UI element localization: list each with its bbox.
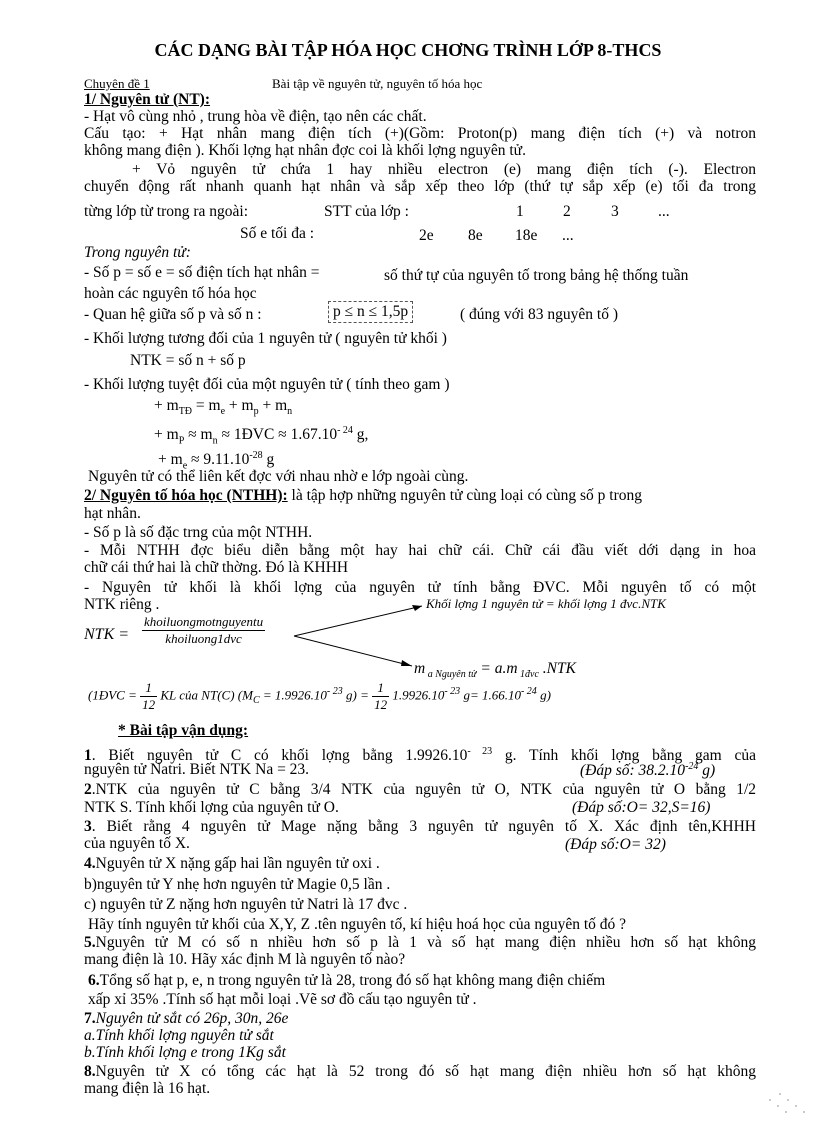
exercises-heading: * Bài tập vận dụng: xyxy=(118,722,249,739)
exercise-3-cont: của nguyên tố X. xyxy=(84,835,190,852)
topic-title: Bài tập về nguyên tử, nguyên tố hóa học xyxy=(272,76,483,91)
element-symbol-rule: - Mỗi NTHH đợc biểu diễn bằng một hay hai chữ cái. Chữ cái đầu viết dới dạng in hoa xyxy=(84,542,756,559)
atomic-number-text: số thứ tự của nguyên tố trong bảng hệ thống tuần xyxy=(384,267,689,284)
exercise-6-cont: xấp xỉ 35% .Tính số hạt mỗi loại .Vẽ sơ đồ cấu tạo nguyên tử . xyxy=(88,991,477,1008)
document-title: CÁC DẠNG BÀI TẬP HÓA HỌC CHƠNG TRÌNH LỚP 8-THCS xyxy=(154,40,662,60)
ntk-formula: NTK = số n + số p xyxy=(130,352,246,369)
exercise-1-answer: (Đáp số: $38.2.10^{-24}$ g) xyxy=(580,761,716,780)
atom-definition: - Hạt vô cùng nhỏ , trung hòa về điện, tạo nên các chất. xyxy=(84,108,427,125)
exercise-7b: b.Tính khối lợng e trong 1Kg sắt xyxy=(84,1044,286,1061)
exercise-7a: a.Tính khối lợng nguyên tử sắt xyxy=(84,1027,274,1044)
ntk-fraction-numerator: khoiluongmotnguyentu xyxy=(144,614,264,629)
section-element-line: 2/ Nguyên tố hóa học (NTHH): là tập hợp những nguyên tử cùng loại có cùng số p trong xyxy=(84,487,642,504)
exercise-6: 6.Tổng số hạt p, e, n trong nguyên tử là 28, trong đó số hạt không mang điện chiếm xyxy=(88,972,606,989)
exercise-4: 4.Nguyên tử X nặng gấp hai lần nguyên tử oxi . xyxy=(84,855,380,872)
topic-label: Chuyên đề 1 xyxy=(84,76,150,91)
mass-formula-total: + $m_{TĐ} = m_e + m_p + m_n$ xyxy=(154,397,293,418)
max-electron-count: 8e xyxy=(468,227,483,244)
exercise-7: 7.Nguyên tử sắt có 26p, 30n, 26e xyxy=(84,1010,289,1027)
exercise-4-question: Hãy tính nguyên tử khối của X,Y, Z .tên nguyên tố, kí hiệu hoá học của nguyên tố đó ? xyxy=(88,916,627,933)
within-atom-heading: Trong nguyên tử: xyxy=(84,244,191,261)
shell-number: ... xyxy=(658,203,670,220)
periodic-table-text: hoàn các nguyên tố hóa học xyxy=(84,285,257,302)
shell-number: 1 xyxy=(516,203,524,220)
page-edge-dots xyxy=(740,1090,810,1120)
exercise-5: 5.Nguyên tử M có số n nhiều hơn số p là 1 và số hạt mang điện nhiều hơn số hạt không xyxy=(84,934,756,951)
relative-mass-text: - Khối lượng tương đối của 1 nguyên tử ( nguyên tử khối ) xyxy=(84,330,447,347)
arrow-down-head xyxy=(401,660,412,666)
exercise-4b: b)nguyên tử Y nhẹ hơn nguyên tử Magie 0,5 lần . xyxy=(84,876,391,893)
ntk-fraction-denominator: khoiluong1dvc xyxy=(165,631,242,646)
electron-shell-line: chuyển động rất nhanh quanh hạt nhân và sắp xếp theo lớp (thứ tự sắp xếp (e) tối đa trong xyxy=(84,178,756,195)
arrow-top-formula: Khối lợng 1 nguyên tử = khối lợng 1 đvc.NTK xyxy=(426,596,666,611)
mass-formula-proton: + $m_P \approx m_n$ ≈ 1ĐVC ≈ $1.67.10^{- 24}$ g, xyxy=(154,425,369,447)
max-electron-count: 18e xyxy=(515,227,538,244)
exercise-2-answer: (Đáp số:O= 32,S=16) xyxy=(572,799,711,816)
max-electron-count: 2e xyxy=(419,227,434,244)
atom-structure-line: không mang điện ). Khối lợng hạt nhân đợc coi là khối lợng nguyên tử. xyxy=(84,142,526,159)
shell-number-label: STT của lớp : xyxy=(324,203,409,220)
electron-shell-line: + Vỏ nguyên tử chứa 1 hay nhiều electron (e) mang điện tích (-). Electron xyxy=(132,161,756,178)
proton-electron-equality: - Số p = số e = số điện tích hạt nhân = xyxy=(84,264,320,281)
arrow-bottom-formula: m $_{a Nguyên tử}$ = a.m $_{1đvc}$ .NTK xyxy=(414,660,576,681)
bonding-note: Nguyên tử có thể liên kết đợc với nhau nhờ e lớp ngoài cùng. xyxy=(88,468,469,485)
absolute-mass-text: - Khối lượng tuyệt đối của một nguyên tử ( tính theo gam ) xyxy=(84,376,450,393)
exercise-5-cont: mang điện là 10. Hãy xác định M là nguyên tố nào? xyxy=(84,951,406,968)
shell-number: 3 xyxy=(611,203,619,220)
pn-relation-note: ( đúng với 83 nguyên tố ) xyxy=(460,306,619,323)
branch-arrows xyxy=(290,600,430,670)
element-def-cont: hạt nhân. xyxy=(84,505,141,522)
ntk-fraction-lhs: NTK = xyxy=(84,626,130,643)
mass-formula-electron: + $m_e \approx 9.11.10^{-28}$ g xyxy=(158,450,275,472)
exercise-2: 2.NTK của nguyên tử C bằng 3/4 NTK của nguyên tử O, NTK của nguyên tử O bằng 1/2 xyxy=(84,781,756,798)
ntk-definition: NTK riêng . xyxy=(84,596,160,613)
exercise-3-answer: (Đáp số:O= 32) xyxy=(565,836,666,853)
exercise-2-cont: NTK S. Tính khối lợng của nguyên tử O. xyxy=(84,799,339,816)
exercise-4c: c) nguyên tử Z nặng hơn nguyên tử Natri là 17 đvc . xyxy=(84,896,408,913)
exercise-8-cont: mang điện là 16 hạt. xyxy=(84,1080,211,1097)
dvc-definition: (1ĐVC = $\frac{1}{12}$ KL của NT(C) ($M_C = 1.9926.10^{- 23}$ g) = $\frac{1}{12}$ $1.9926.10^{- 23}$ $g= 1.66.10^{- 24}$ g) xyxy=(88,680,551,712)
arrow-down-line xyxy=(294,636,412,666)
max-electron-count: ... xyxy=(562,227,574,244)
atom-structure-line: Cấu tạo: + Hạt nhân mang điện tích (+)(Gồm: Proton(p) mang điện tích (+) và notron xyxy=(84,125,756,142)
shell-number: 2 xyxy=(563,203,571,220)
ntk-fraction xyxy=(142,614,265,647)
section-element-heading: 2/ Nguyên tố hóa học (NTHH): xyxy=(84,487,288,504)
element-symbol-rule: chữ cái thứ hai là chữ thờng. Đó là KHHH xyxy=(84,559,349,576)
pn-relation-label: - Quan hệ giữa số p và số n : xyxy=(84,306,262,323)
element-proton-char: - Số p là số đặc trng của một NTHH. xyxy=(84,524,313,541)
shell-order-intro: từng lớp từ trong ra ngoài: xyxy=(84,203,249,220)
arrow-up-line xyxy=(294,606,422,636)
pn-relation-box: p ≤ n ≤ 1,5p xyxy=(328,301,413,323)
ntk-definition: - Nguyên tử khối là khối lợng của nguyên tử tính bằng ĐVC. Mỗi nguyên tố có một xyxy=(84,579,756,596)
exercise-1-cont: nguyên tử Natri. Biết NTK Na = 23. xyxy=(84,761,310,778)
exercise-3: 3. Biết rằng 4 nguyên tử Mage nặng bằng 3 nguyên tử nguyên tố X. Xác định tên,KHHH xyxy=(84,818,756,835)
exercise-8: 8.Nguyên tử X có tổng các hạt là 52 trong đó số hạt mang điện nhiều hơn số hạt không xyxy=(84,1063,756,1080)
arrow-up-head xyxy=(412,605,422,611)
max-electron-label: Số e tối đa : xyxy=(240,225,315,242)
exercise-1: 1. Biết nguyên tử C có khối lợng bằng $1.9926.10^{- 23}$ g. Tính khối lợng bằng gam của xyxy=(84,746,756,765)
section-atom-heading: 1/ Nguyên tử (NT): xyxy=(84,91,210,108)
